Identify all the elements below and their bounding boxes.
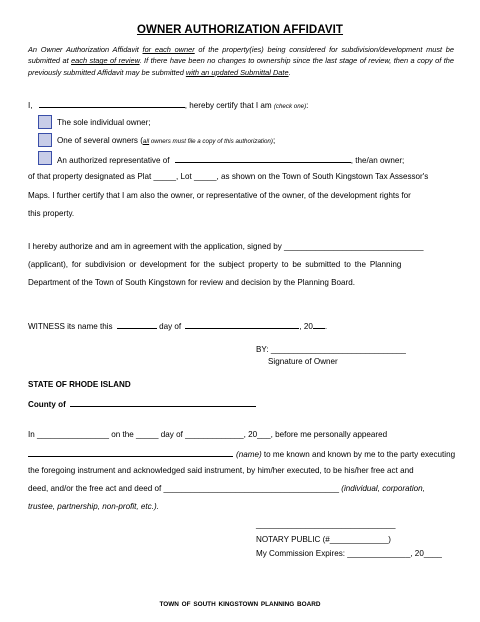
property-line-3: this property.: [28, 209, 75, 218]
option-several-label: One of several owners (: [57, 136, 143, 145]
notary-line-4-text: deed, and/or the free act and deed of _______________________________________: [28, 484, 342, 493]
footer: TOWN OF SOUTH KINGSTOWN PLANNING BOARD: [159, 601, 321, 608]
property-line-2: Maps. I further certify that I am also the owner, or representative of the owner, of the development rights for: [28, 191, 411, 200]
option-representative-label: An authorized representative of: [57, 156, 170, 165]
intro-underlined-1: for each owner: [142, 45, 195, 54]
notary-line-4-hint: (individual, corporation,: [341, 484, 425, 493]
option-several-end: ;: [272, 136, 276, 145]
commission-expires-line: My Commission Expires: ______________, 20____: [256, 549, 442, 558]
intro-underlined-2: each stage of review: [71, 56, 140, 66]
notary-line-2: [28, 448, 455, 459]
notary-name-hint: (name): [236, 450, 262, 459]
notary-line-5: trustee, partnership, non-profit, etc.).: [28, 502, 159, 511]
several-owners-checkbox[interactable]: [38, 133, 52, 147]
notary-line-4: [28, 484, 425, 493]
owner-entity-field[interactable]: [175, 154, 351, 163]
owner-name-field[interactable]: [39, 99, 185, 108]
representative-checkbox[interactable]: [38, 151, 52, 165]
option-several-hint-underlined: all: [142, 138, 150, 145]
notary-public-label: NOTARY PUBLIC (#_____________): [256, 535, 391, 544]
notary-line-3: the foregoing instrument and acknowledged said instrument, by him/her executed, to be his/her free act and: [28, 466, 414, 475]
witness-year-field[interactable]: [313, 320, 328, 331]
authorize-line-2: (applicant), for subdivision or development for the subject property to be submitted to the Planning: [28, 260, 402, 269]
by-signature-line: BY: ______________________________: [256, 345, 406, 354]
certify-prefix: I,: [28, 101, 33, 110]
witness-dayof-label: day of: [159, 322, 182, 331]
certify-suffix: , hereby certify that I am: [184, 101, 272, 110]
state-label: STATE OF RHODE ISLAND: [28, 380, 131, 389]
witness-year-prefix: , 20: [299, 322, 313, 331]
witness-day-field[interactable]: [117, 320, 157, 329]
notary-line-1: In ________________ on the _____ day of _____________, 20___, before me personally appeared: [28, 430, 388, 439]
property-line-1: of that property designated as Plat _____, Lot _____, as shown on the Town of South Kingstown Tax Assessor's: [28, 172, 429, 181]
intro-paragraph: [28, 44, 454, 78]
authorize-line-3: Department of the Town of South Kingstown for review and decision by the Planning Board.: [28, 278, 355, 287]
intro-text-2: of the property(ies) being considered for subdivision/development must be submitted at: [28, 45, 455, 66]
witness-line: [28, 320, 327, 331]
witness-month-field[interactable]: [185, 320, 299, 329]
signature-of-owner-label: Signature of Owner: [268, 357, 338, 366]
option-sole-owner: The sole individual owner;: [57, 118, 151, 127]
form-title: OWNER AUTHORIZATION AFFIDAVIT: [136, 24, 344, 36]
county-field[interactable]: [70, 398, 256, 407]
option-several-hint: owners must file a copy of this authorization): [149, 138, 273, 145]
intro-text-1: An Owner Authorization Affidavit: [28, 45, 143, 54]
certify-line: [28, 99, 308, 110]
notary-name-field[interactable]: [28, 448, 233, 457]
certify-hint: (check one): [273, 103, 307, 110]
option-several-owners: [57, 136, 275, 145]
option-representative-suffix: , the/an owner;: [350, 156, 405, 165]
intro-underlined-3: with an updated Submittal Date: [185, 67, 289, 77]
county-line: [28, 398, 256, 409]
witness-period: .: [324, 322, 328, 331]
authorize-line-1: I hereby authorize and am in agreement with the application, signed by _______________________________: [28, 242, 424, 251]
witness-label: WITNESS its name this: [28, 322, 113, 331]
sole-owner-checkbox[interactable]: [38, 115, 52, 129]
option-representative: [57, 154, 404, 165]
intro-text-3: . If there have been no changes to ownership since the last stage of review, then a copy of the previously submitted Affidavit may be submitted: [28, 56, 454, 77]
county-label: County of: [28, 400, 66, 409]
certify-colon: :: [306, 101, 309, 110]
notary-signature-line: _______________________________: [256, 520, 396, 529]
notary-line-2-text: to me known and known by me to the party executing: [261, 450, 456, 459]
intro-text-4: .: [288, 67, 291, 77]
